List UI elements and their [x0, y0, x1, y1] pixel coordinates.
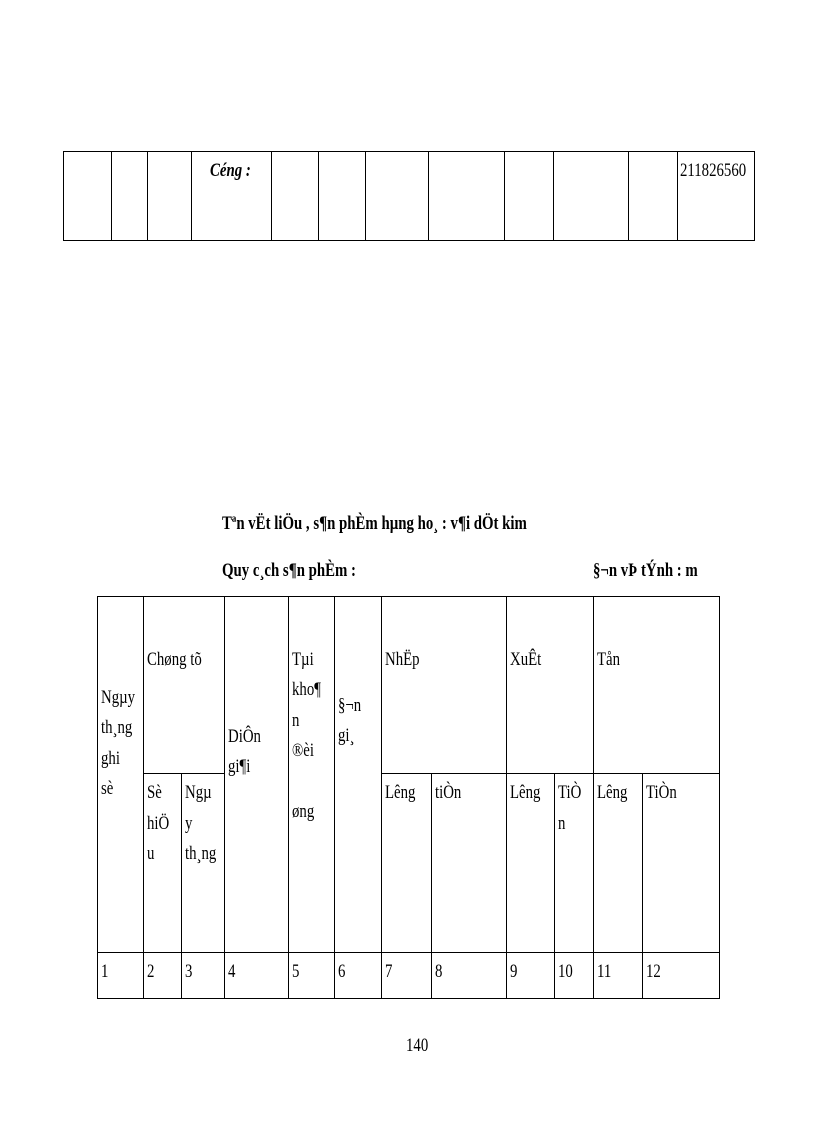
column-number-text: 9: [510, 960, 518, 982]
col-out-header: [507, 597, 594, 774]
unit-label-text: §¬n vÞ tÝnh : m: [593, 560, 698, 581]
summary-cell: [629, 152, 678, 241]
col-desc-line2: gi¶i: [228, 756, 251, 778]
col-stock-label: Tån: [597, 649, 621, 670]
column-number: [507, 952, 555, 998]
summary-cell: [554, 152, 629, 241]
unit-label: [593, 561, 727, 580]
col-account-line3: n ®èi: [292, 709, 314, 762]
inventory-ledger-table: [97, 596, 720, 999]
summary-cell: [319, 152, 366, 241]
col-voucher-no-line1: Sè: [147, 782, 162, 804]
column-number-text: 7: [385, 960, 393, 982]
col-out-amount-line2: n: [558, 812, 566, 834]
summary-table: [63, 151, 755, 241]
summary-cell: [366, 152, 429, 241]
col-stock-qty-label: Lêng: [597, 782, 628, 804]
col-out-qty-label: Lêng: [510, 782, 541, 804]
summary-cell: [272, 152, 319, 241]
col-stock-header: [594, 597, 720, 774]
col-in-header: [382, 597, 507, 774]
column-number-text: 1: [101, 960, 109, 982]
column-number: [594, 952, 643, 998]
page-number-text: 140: [406, 1035, 429, 1056]
col-stock-qty-header: [594, 774, 643, 952]
column-number: [555, 952, 594, 998]
column-number: [643, 952, 720, 998]
col-voucher-header: [144, 597, 225, 774]
col-in-qty-header: [382, 774, 432, 952]
col-in-qty-label: Lêng: [385, 782, 416, 804]
header-row-1: [98, 597, 720, 774]
summary-cell: [112, 152, 148, 241]
column-number: [382, 952, 432, 998]
column-number-text: 8: [435, 960, 443, 982]
col-desc-header: [225, 597, 289, 953]
summary-total-label: Céng :: [210, 160, 251, 181]
column-number-text: 3: [185, 960, 193, 982]
product-spec-text: Quy c¸ch s¶n phÈm :: [222, 560, 357, 581]
column-number-text: 4: [228, 960, 236, 982]
summary-cell: [429, 152, 505, 241]
col-account-line2: kho¶: [292, 679, 321, 701]
col-in-label: NhËp: [385, 649, 420, 670]
col-stock-amount-label: TiÒn: [646, 782, 677, 804]
col-voucher-date-header: [182, 774, 225, 952]
column-number-text: 6: [338, 960, 346, 982]
summary-total-value: 211826560: [680, 160, 747, 181]
column-number-text: 12: [646, 960, 661, 982]
column-number: [182, 952, 225, 998]
header-row-2: [98, 774, 720, 952]
summary-total-label-cell: [192, 152, 272, 241]
col-account-line1: Tµi: [292, 649, 314, 670]
col-price-line1: §¬n: [338, 695, 362, 716]
col-out-qty-header: [507, 774, 555, 952]
col-voucher-no-header: [144, 774, 182, 952]
column-number-text: 10: [558, 960, 573, 982]
column-number-text: 2: [147, 960, 155, 982]
column-number: [98, 952, 144, 998]
summary-total-value-cell: [678, 152, 755, 241]
col-in-amount-header: [432, 774, 507, 952]
column-number-text: 11: [597, 960, 612, 982]
col-out-amount-header: [555, 774, 594, 952]
col-voucher-no-line2: hiÖ: [147, 812, 170, 834]
col-desc-line1: DiÔn: [228, 726, 261, 747]
col-account-line4: øng: [292, 800, 315, 822]
summary-cell: [505, 152, 554, 241]
col-stock-amount-header: [643, 774, 720, 952]
column-number: [335, 952, 382, 998]
column-number: [225, 952, 289, 998]
col-price-line2: gi¸: [338, 725, 355, 747]
summary-cell: [64, 152, 112, 241]
col-price-header: [335, 597, 382, 953]
column-number: [432, 952, 507, 998]
col-voucher-no-line3: u: [147, 843, 155, 865]
col-in-amount-label: tiÒn: [435, 782, 462, 804]
col-date-line2: th¸ng: [101, 717, 133, 739]
col-date-line3: ghi sè: [101, 747, 120, 800]
col-out-label: XuÊt: [510, 649, 542, 670]
col-voucher-date-line3: th¸ng: [185, 843, 217, 865]
col-account-header: [289, 597, 335, 953]
col-voucher-label: Chøng tõ: [147, 649, 202, 670]
col-voucher-date-line1: Ngµ: [185, 782, 212, 804]
column-number-row: [98, 952, 720, 998]
col-date-line1: Ngµy: [101, 687, 136, 708]
column-number-text: 5: [292, 960, 300, 982]
product-spec-label: [222, 561, 394, 580]
column-number: [289, 952, 335, 998]
ledger-title-text: Tªn vËt liÖu , s¶n phÈm hµng ho¸ : v¶i dÖt kim: [222, 513, 527, 534]
page-number: [406, 1036, 435, 1055]
summary-row: [64, 152, 755, 241]
col-date-header: [98, 597, 144, 953]
col-voucher-date-line2: y: [185, 812, 193, 834]
summary-cell: [148, 152, 192, 241]
col-out-amount-line1: TiÒ: [558, 782, 582, 804]
column-number: [144, 952, 182, 998]
ledger-title: [222, 514, 613, 533]
